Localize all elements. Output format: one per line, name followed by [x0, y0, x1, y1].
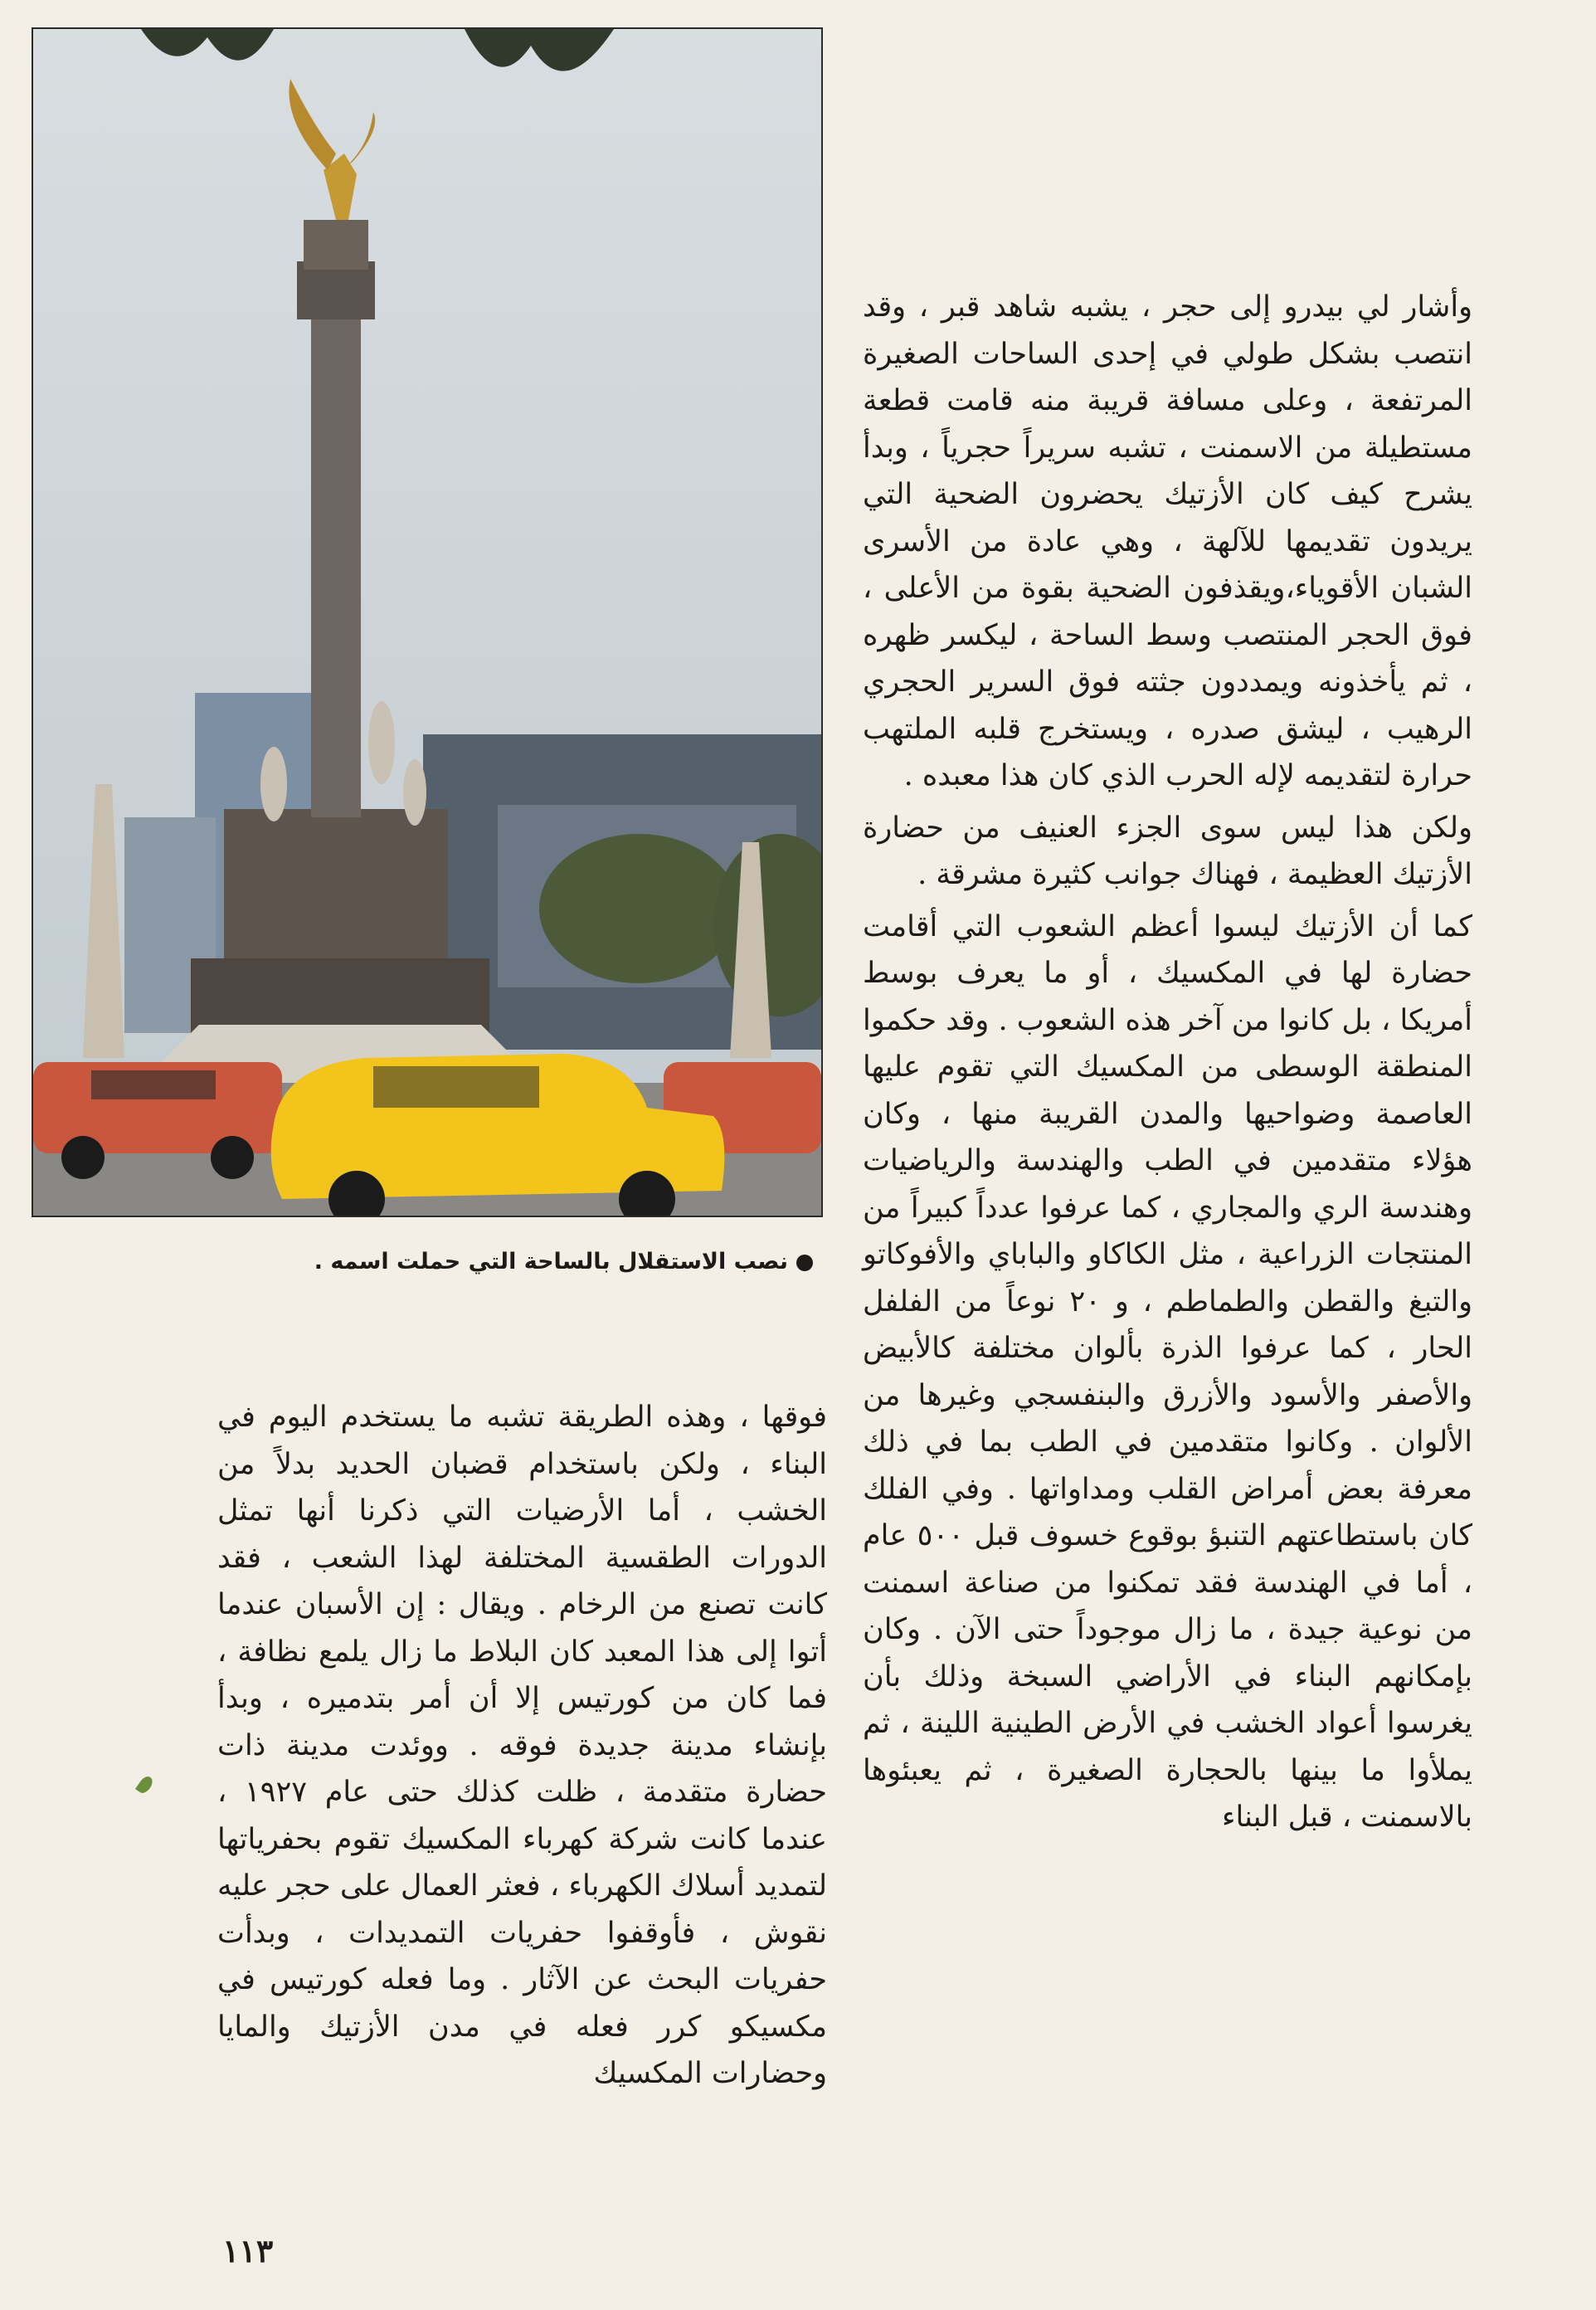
paragraph: وأشار لي بيدرو إلى حجر ، يشبه شاهد قبر ، وقد انتصب بشكل طولي في إحدى الساحات الصغيرة المرتفعة ، وعلى مسافة قريبة منه قامت قطعة مستطيلة من الاسمنت ، تشبه سريراً حجرياً ، وبدأ يشرح كيف كان الأزتيك يحضرون الضحية التي يريدون تقديمها للآلهة ، وهي عادة من الأسرى الشبان الأقوياء،ويقذفون الضحية بقوة من الأعلى ، فوق الحجر المنتصب وسط الساحة ، ليكسر ظهره ، ثم يأخذونه ويمددون جثته فوق السرير الحجري الرهيب ، ليشق صدره ، ويستخرج قلبه الملتهب حرارة لتقديمه لإله الحرب الذي كان هذا معبده . [863, 290, 1472, 792]
bullet-icon [796, 1255, 813, 1271]
paragraph: كما أن الأزتيك ليسوا أعظم الشعوب التي أقامت حضارة لها في المكسيك ، أو ما يعرف بوسط أمريكا ، بل كانوا من آخر هذه الشعوب . وقد حكموا المنطقة الوسطى من المكسيك التي تقوم عليها العاصمة وضواحيها والمدن القريبة منها ، وكان هؤلاء متقدمين في الطب والهندسة والرياضيات وهندسة الري والمجاري ، كما عرفوا عدداً كبيراً من المنتجات الزراعية ، مثل الكاكاو والباباي والأفوكاتو والتبغ والقطن والطماطم ، و ٢٠ نوعاً من الفلفل الحار ، كما عرفوا الذرة بألوان مختلفة كالأبيض والأصفر والأسود والأزرق والبنفسجي وغيرها من الألوان . وكانوا متقدمين في الطب بما في ذلك معرفة بعض أمراض القلب ومداواتها . وفي الفلك كان باستطاعتهم التنبؤ بوقوع خسوف قبل ٥٠٠ عام ، أما في الهندسة فقد تمكنوا من صناعة اسمنت من نوعية جيدة ، ما زال موجوداً حتى الآن . وكان بإمكانهم البناء في الأراضي السبخة وذلك بأن يغرسوا أعواد الخشب في الأرض الطينية اللينة ، ثم يملأوا ما بينها بالحجارة الصغيرة ، ثم يعبئوها بالاسمنت ، قبل البناء [863, 909, 1473, 1834]
right-text-column [863, 284, 1472, 1841]
photo-caption [249, 1249, 813, 1274]
paragraph: فوقها ، وهذه الطريقة تشبه ما يستخدم اليوم في البناء ، ولكن باستخدام قضبان الحديد بدلاً من الخشب ، أما الأرضيات التي ذكرنا أنها تمثل الدورات الطقسية المختلفة لهذا الشعب ، فقد كانت تصنع من الرخام . ويقال : إن الأسبان عندما أتوا إلى هذا المعبد كان البلاط ما زال يلمع نظافة ، فما كان من كورتيس إلا أن أمر بتدميره ، وبدأ بإنشاء مدينة جديدة فوقه . ووئدت مدينة ذات حضارة متقدمة ، ظلت كذلك حتى عام ١٩٢٧ ، عندما كانت شركة كهرباء المكسيك تقوم بحفرياتها لتمديد أسلاك الكهرباء ، فعثر العمال على حجر عليه نقوش ، فأوقفوا حفريات التمديدات ، وبدأت حفريات البحث عن الآثار . وما فعله كورتيس في مكسيكو كرر فعله في مدن الأزتيك والمايا وحضارات المكسيك [217, 1401, 828, 2090]
page-number: ١١٣ [222, 2232, 274, 2269]
leaf-icon [135, 1774, 155, 1796]
caption-text: نصب الاستقلال بالساحة التي حملت اسمه . [314, 1249, 788, 1274]
independence-monument-photo [32, 27, 823, 1217]
paragraph: ولكن هذا ليس سوى الجزء العنيف من حضارة الأزتيك العظيمة ، فهناك جوانب كثيرة مشرقة . [863, 811, 1472, 891]
photo-illustration [33, 29, 821, 1216]
left-text-column [217, 1394, 827, 2098]
